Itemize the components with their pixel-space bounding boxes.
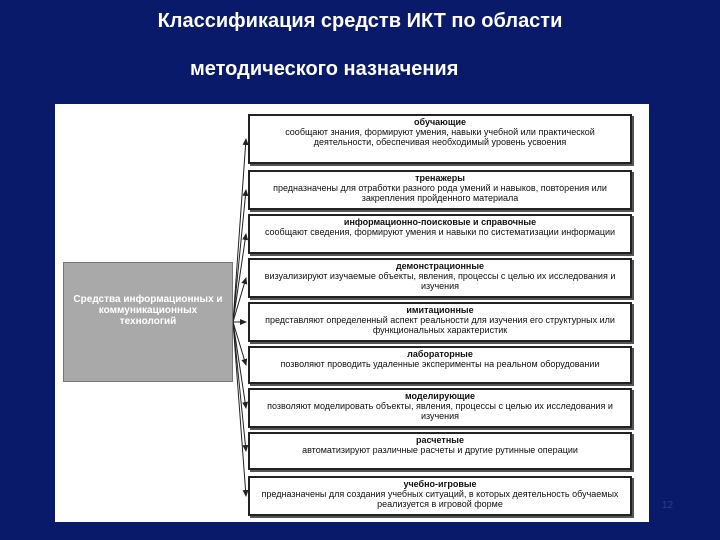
connector-arrow-7 xyxy=(233,322,246,408)
connector-arrow-3 xyxy=(233,234,246,322)
connector-arrow-1 xyxy=(233,139,246,322)
category-box-laboratory xyxy=(248,346,632,384)
category-box-calculation xyxy=(248,432,632,470)
category-desc: сообщают знания, формируют умения, навыки учебной или практической деятельности, обеспечивая необходимый уровень усвоения xyxy=(285,127,595,147)
category-title: лабораторные xyxy=(407,349,473,359)
category-title: обучающие xyxy=(414,117,466,127)
category-desc: предназначены для отработки разного рода умений и навыков, повторения или закрепления пройденного материала xyxy=(273,183,607,203)
category-box-info-search xyxy=(248,214,632,254)
slide-title-line2: методического назначения xyxy=(190,58,459,80)
category-desc: позволяют моделировать объекты, явления, процессы с целью их исследования и изучения xyxy=(267,401,613,421)
category-title: информационно-поисковые и справочные xyxy=(343,217,537,227)
category-title: учебно-игровые xyxy=(403,479,477,489)
category-title: тренажеры xyxy=(415,173,465,183)
category-desc: автоматизируют различные расчеты и другие рутинные операции xyxy=(302,445,578,455)
page-number: 12 xyxy=(662,500,674,511)
category-box-demonstration xyxy=(248,258,632,298)
category-title: моделирующие xyxy=(404,391,476,401)
diagram-panel xyxy=(55,104,649,522)
category-box-imitation xyxy=(248,302,632,342)
category-box-obuchayushchie xyxy=(248,114,632,164)
connector-arrow-9 xyxy=(233,322,246,496)
category-title: демонстрационные xyxy=(395,261,485,271)
category-box-educational-games xyxy=(248,476,632,516)
category-box-modeling xyxy=(248,388,632,428)
category-desc: предназначены для создания учебных ситуаций, в которых деятельность обучаемых реализуется в игровой форме xyxy=(261,489,619,509)
source-node xyxy=(63,262,233,382)
category-desc: представляют определенный аспект реальности для изучения его структурных или функциональных характеристик xyxy=(265,315,615,335)
category-desc: сообщают сведения, формируют умения и навыки по систематизации информации xyxy=(264,227,616,237)
category-desc: позволяют проводить удаленные эксперименты на реальном оборудовании xyxy=(280,359,600,369)
category-desc: визуализируют изучаемые объекты, явления, процессы с целью их исследования и изучения xyxy=(264,271,616,291)
connector-arrow-2 xyxy=(233,190,246,322)
category-title: имитационные xyxy=(406,305,474,315)
slide-title-line1: Классификация средств ИКТ по области xyxy=(157,10,563,32)
category-box-trenazhery xyxy=(248,170,632,210)
category-title: расчетные xyxy=(416,435,464,445)
connector-arrow-8 xyxy=(233,322,246,451)
source-node-label: Средства информационных и коммуникационных технологий xyxy=(73,293,223,327)
